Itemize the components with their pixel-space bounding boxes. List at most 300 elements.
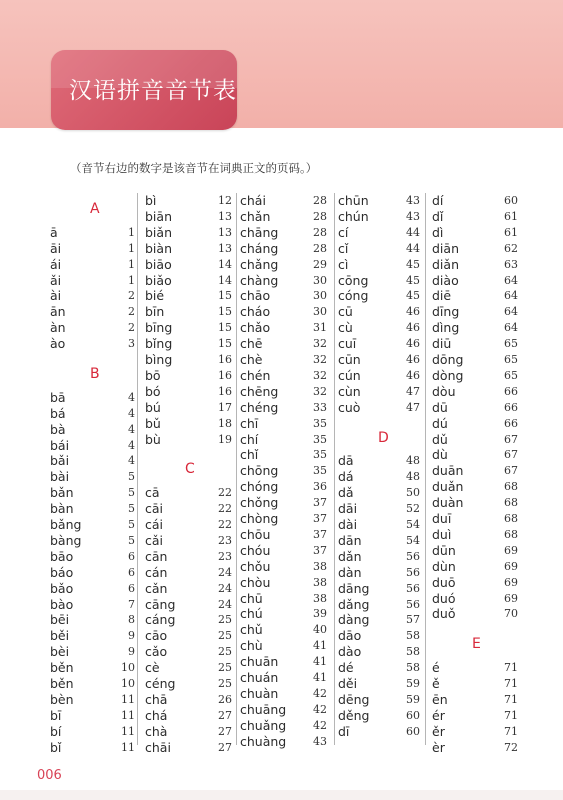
page-ref: 11 <box>121 708 135 722</box>
syllable-row <box>432 591 518 607</box>
page-ref: 6 <box>128 565 135 579</box>
syllable-row <box>338 676 420 692</box>
page-ref: 30 <box>313 305 327 319</box>
page-ref: 10 <box>121 661 135 675</box>
page-ref: 22 <box>218 518 232 531</box>
syllable-row <box>50 390 135 406</box>
syllable-row <box>240 622 327 638</box>
syllable-row <box>240 479 327 495</box>
syllable: běn <box>50 660 74 676</box>
page-ref: 35 <box>313 432 327 446</box>
syllable: biāo <box>145 256 172 272</box>
syllable-column <box>338 193 420 745</box>
syllable: ài <box>50 288 62 304</box>
syllable: bǔ <box>145 415 161 431</box>
syllable-row <box>432 527 518 543</box>
syllable: cān <box>145 548 168 564</box>
page-ref: 68 <box>504 496 518 510</box>
page-ref: 71 <box>504 677 518 690</box>
page-ref: 37 <box>313 527 327 541</box>
page-ref: 70 <box>504 607 518 621</box>
syllable-row <box>432 209 518 225</box>
section-letter: E <box>472 636 481 653</box>
page-ref: 12 <box>218 194 232 207</box>
syllable-row <box>50 336 135 352</box>
syllable-row <box>338 209 420 225</box>
syllable: bà <box>50 421 66 437</box>
syllable-row <box>50 225 135 241</box>
syllable: dùn <box>432 558 456 574</box>
page-ref: 4 <box>128 422 135 436</box>
syllable: cǎi <box>145 532 164 548</box>
syllable: dūn <box>432 542 456 558</box>
page-ref: 28 <box>313 209 327 223</box>
syllable: dǐ <box>432 208 444 224</box>
page-ref: 57 <box>406 613 420 627</box>
page-ref: 69 <box>504 575 518 589</box>
page-ref: 66 <box>504 400 518 414</box>
page-ref: 13 <box>218 241 232 255</box>
page-ref: 11 <box>121 692 135 706</box>
syllable-row <box>338 320 420 336</box>
page-ref: 69 <box>504 591 518 605</box>
syllable: diān <box>432 240 459 256</box>
page-ref: 64 <box>504 273 518 287</box>
syllable-row <box>145 565 232 581</box>
syllable-row <box>145 432 232 448</box>
syllable: duān <box>432 463 464 479</box>
page-ref: 65 <box>504 337 518 351</box>
syllable: chǔ <box>240 622 263 638</box>
syllable: chǎo <box>240 320 271 336</box>
syllable: cháo <box>240 304 271 320</box>
syllable-row <box>50 692 135 708</box>
syllable: bǐng <box>145 336 173 352</box>
page-ref: 9 <box>128 645 135 659</box>
syllable-row <box>50 644 135 660</box>
syllable-row <box>240 606 327 622</box>
syllable: duǒ <box>432 606 456 622</box>
syllable: dú <box>432 415 448 431</box>
syllable-row <box>432 225 518 241</box>
syllable: ān <box>50 304 66 320</box>
syllable-row <box>145 581 232 597</box>
page-ref: 11 <box>121 724 135 738</box>
page-ref: 35 <box>313 464 327 478</box>
syllable: chóng <box>240 479 279 495</box>
syllable: ā <box>50 224 58 240</box>
syllable: dīng <box>432 304 460 320</box>
syllable-row <box>240 432 327 448</box>
syllable-row <box>338 612 420 628</box>
syllable: cán <box>145 564 168 580</box>
syllable-row <box>432 416 518 432</box>
page-note: （音节右边的数字是该音节在词典正文的页码。） <box>70 161 318 175</box>
syllable: bù <box>145 431 161 447</box>
syllable: chòng <box>240 511 279 526</box>
page-ref: 62 <box>504 241 518 255</box>
syllable: bī <box>50 707 62 723</box>
syllable-row <box>432 479 518 495</box>
syllable: āi <box>50 240 62 256</box>
syllable-row <box>338 304 420 320</box>
syllable-row <box>240 273 327 289</box>
syllable-row <box>338 517 420 533</box>
page-ref: 59 <box>406 692 420 706</box>
page-ref: 16 <box>218 353 232 366</box>
syllable-row <box>432 543 518 559</box>
syllable-row <box>338 501 420 517</box>
page-ref: 38 <box>313 591 327 605</box>
page-ref: 68 <box>504 480 518 494</box>
syllable-row <box>338 565 420 581</box>
page-ref: 67 <box>504 448 518 462</box>
page-ref: 43 <box>406 209 420 223</box>
page-ref: 43 <box>313 734 327 748</box>
page-ref: 37 <box>313 496 327 510</box>
syllable: chǎn <box>240 208 271 224</box>
syllable-row <box>50 257 135 273</box>
syllable: dì <box>432 224 444 240</box>
page-ref: 67 <box>504 464 518 478</box>
syllable-row <box>145 384 232 400</box>
page-ref: 6 <box>128 549 135 563</box>
syllable: dào <box>338 644 362 660</box>
page-ref: 5 <box>128 502 135 516</box>
syllable-row <box>145 288 232 304</box>
page-ref: 54 <box>406 518 420 531</box>
page-ref: 68 <box>504 512 518 525</box>
page-ref: 4 <box>128 454 135 468</box>
page-ref: 60 <box>504 194 518 207</box>
section-letter: A <box>90 201 100 217</box>
syllable: bì <box>145 193 157 208</box>
syllable: chāo <box>240 288 271 304</box>
page-ref: 24 <box>218 597 232 611</box>
page-ref: 71 <box>504 708 518 722</box>
page-number: 006 <box>37 768 62 783</box>
syllable: ě <box>432 676 440 691</box>
syllable: bié <box>145 288 165 304</box>
syllable-row <box>145 501 232 517</box>
page-ref: 29 <box>313 257 327 271</box>
page-ref: 42 <box>313 702 327 716</box>
page-ref: 16 <box>218 384 232 398</box>
syllable: céng <box>145 676 176 691</box>
syllable-row <box>50 581 135 597</box>
page-ref: 13 <box>218 225 232 239</box>
syllable: bēi <box>50 612 70 628</box>
page-ref: 71 <box>504 724 518 738</box>
syllable-row <box>50 565 135 581</box>
syllable: dēng <box>338 691 370 707</box>
syllable: dān <box>338 532 362 548</box>
page-ref: 43 <box>406 194 420 207</box>
footer-band <box>0 790 563 800</box>
syllable-column <box>240 193 327 749</box>
syllable: bú <box>145 399 161 415</box>
syllable-row <box>240 575 327 591</box>
syllable: diǎn <box>432 256 459 272</box>
page-ref: 37 <box>313 512 327 525</box>
page-ref: 38 <box>313 575 327 589</box>
page-ref: 60 <box>406 708 420 722</box>
page-ref: 41 <box>313 655 327 669</box>
page-ref: 60 <box>406 724 420 738</box>
syllable: dé <box>338 660 354 676</box>
syllable: dā <box>338 453 354 469</box>
syllable-row <box>338 692 420 708</box>
syllable-row <box>338 384 420 400</box>
page-ref: 64 <box>504 305 518 319</box>
syllable: àn <box>50 320 66 336</box>
page-ref: 45 <box>406 257 420 271</box>
syllable: dù <box>432 447 448 463</box>
page-ref: 14 <box>218 273 232 287</box>
syllable-row <box>145 740 232 756</box>
syllable: chī <box>240 415 259 431</box>
syllable: chú <box>240 606 263 622</box>
syllable: ér <box>432 707 445 723</box>
page-ref: 63 <box>504 257 518 271</box>
syllable-row <box>50 708 135 724</box>
syllable: bǎo <box>50 580 74 596</box>
syllable: cù <box>338 320 353 336</box>
syllable-row <box>50 288 135 304</box>
syllable: ái <box>50 256 62 272</box>
syllable: cāng <box>145 596 176 612</box>
page-ref: 5 <box>128 470 135 484</box>
page-ref: 28 <box>313 241 327 255</box>
syllable: duǎn <box>432 479 464 495</box>
syllable-row <box>145 368 232 384</box>
syllable: é <box>432 660 440 676</box>
syllable: chuàng <box>240 733 287 749</box>
syllable: dàn <box>338 564 362 580</box>
syllable: cùn <box>338 383 361 399</box>
syllable: chuán <box>240 670 279 685</box>
page-ref: 32 <box>313 384 327 398</box>
page-ref: 25 <box>218 677 232 690</box>
syllable-row <box>240 336 327 352</box>
syllable-row <box>145 304 232 320</box>
column-divider <box>236 193 237 745</box>
syllable: biàn <box>145 240 172 256</box>
syllable: bào <box>50 596 74 612</box>
syllable-row <box>50 517 135 533</box>
syllable: cǎo <box>145 644 168 660</box>
page-ref: 25 <box>218 645 232 659</box>
syllable-row <box>145 517 232 533</box>
page-ref: 5 <box>128 518 135 531</box>
syllable-row <box>338 368 420 384</box>
page-ref: 46 <box>406 368 420 382</box>
page-ref: 71 <box>504 661 518 675</box>
page-ref: 38 <box>313 559 327 573</box>
syllable: cún <box>338 367 361 383</box>
syllable-row <box>50 612 135 628</box>
page-ref: 69 <box>504 559 518 573</box>
syllable-row <box>50 628 135 644</box>
syllable: bàn <box>50 501 74 517</box>
syllable-row <box>432 352 518 368</box>
syllable-row <box>338 225 420 241</box>
syllable: dài <box>338 517 358 532</box>
syllable-row <box>50 241 135 257</box>
syllable: chǒng <box>240 495 279 511</box>
page-ref: 46 <box>406 321 420 335</box>
page-ref: 66 <box>504 384 518 398</box>
syllable: děng <box>338 707 370 723</box>
page-ref: 24 <box>218 565 232 579</box>
syllable-row <box>145 193 232 209</box>
syllable-row <box>338 581 420 597</box>
syllable-row <box>432 336 518 352</box>
page-ref: 71 <box>504 692 518 706</box>
syllable: bàng <box>50 532 82 548</box>
syllable: běn <box>50 676 74 691</box>
page-ref: 41 <box>313 671 327 684</box>
syllable: cái <box>145 517 164 532</box>
syllable: chí <box>240 431 259 447</box>
syllable-row <box>50 273 135 289</box>
syllable: chū <box>240 590 263 606</box>
page-ref: 64 <box>504 321 518 335</box>
syllable: chè <box>240 352 263 367</box>
syllable: bǎn <box>50 485 74 501</box>
syllable-row <box>145 676 232 692</box>
syllable: duī <box>432 511 452 526</box>
syllable: bīng <box>145 320 173 336</box>
syllable: bài <box>50 469 70 485</box>
syllable-row <box>432 432 518 448</box>
syllable-row <box>240 718 327 734</box>
page-title: 汉语拼音音节表 <box>69 78 237 104</box>
syllable-row <box>240 511 327 527</box>
syllable-row <box>50 406 135 422</box>
page-ref: 32 <box>313 368 327 382</box>
page-ref: 47 <box>406 384 420 398</box>
syllable-row <box>145 724 232 740</box>
page-ref: 23 <box>218 549 232 563</box>
page-ref: 1 <box>128 257 135 271</box>
syllable: bái <box>50 437 70 453</box>
syllable-row <box>240 352 327 368</box>
syllable-row <box>338 597 420 613</box>
page-ref: 44 <box>406 225 420 239</box>
syllable: dāo <box>338 628 362 644</box>
page-ref: 32 <box>313 337 327 351</box>
syllable: dōng <box>432 352 464 367</box>
syllable: dū <box>432 399 448 415</box>
syllable-row <box>145 336 232 352</box>
syllable-row <box>50 676 135 692</box>
syllable-row <box>240 591 327 607</box>
syllable-row <box>240 225 327 241</box>
syllable: chún <box>338 208 369 224</box>
page-ref: 5 <box>128 486 135 500</box>
syllable-row <box>240 686 327 702</box>
syllable-row <box>50 438 135 454</box>
syllable: cuī <box>338 336 357 352</box>
page-ref: 15 <box>218 289 232 303</box>
page-ref: 36 <box>313 480 327 494</box>
syllable-row <box>338 644 420 660</box>
page-ref: 45 <box>406 289 420 303</box>
page-ref: 47 <box>406 400 420 414</box>
page-ref: 58 <box>406 645 420 659</box>
syllable: cuò <box>338 399 361 415</box>
syllable: bǐ <box>50 739 62 755</box>
syllable-row <box>338 533 420 549</box>
page-ref: 14 <box>218 257 232 271</box>
syllable-row <box>432 495 518 511</box>
syllable-column <box>432 193 518 755</box>
syllable-column <box>145 193 232 755</box>
syllable-column <box>50 193 135 755</box>
page-ref: 31 <box>313 321 327 335</box>
page-ref: 6 <box>128 581 135 595</box>
page-ref: 56 <box>406 565 420 579</box>
page-ref: 2 <box>128 289 135 303</box>
page-ref: 68 <box>504 527 518 541</box>
page-ref: 4 <box>128 390 135 404</box>
syllable: chà <box>145 723 168 739</box>
syllable-row <box>145 597 232 613</box>
syllable: cáng <box>145 612 176 628</box>
syllable-row <box>240 670 327 686</box>
syllable-row <box>432 463 518 479</box>
page-ref: 1 <box>128 273 135 287</box>
syllable-row <box>338 485 420 501</box>
syllable-row <box>240 241 327 257</box>
syllable-row <box>240 495 327 511</box>
syllable-row <box>338 288 420 304</box>
syllable: chē <box>240 336 263 352</box>
syllable: chái <box>240 193 266 208</box>
page-ref: 42 <box>313 686 327 700</box>
syllable: dǔ <box>432 431 448 447</box>
page-ref: 37 <box>313 543 327 557</box>
syllable: chāi <box>145 739 171 755</box>
syllable: ǎi <box>50 272 62 288</box>
syllable-row <box>338 241 420 257</box>
syllable-row <box>432 384 518 400</box>
syllable-row <box>240 638 327 654</box>
syllable-row <box>240 304 327 320</box>
page-ref: 67 <box>504 432 518 446</box>
page-ref: 3 <box>128 337 135 351</box>
syllable: cóng <box>338 288 369 304</box>
page-ref: 72 <box>504 740 518 754</box>
syllable-row <box>145 549 232 565</box>
syllable-row <box>145 485 232 501</box>
syllable-row <box>145 352 232 368</box>
page-ref: 27 <box>218 740 232 754</box>
syllable-row <box>240 288 327 304</box>
page-ref: 65 <box>504 368 518 382</box>
syllable-row <box>432 400 518 416</box>
title-banner <box>51 50 237 130</box>
syllable-row <box>240 463 327 479</box>
syllable-row <box>145 644 232 660</box>
syllable: duàn <box>432 495 464 511</box>
syllable: chóu <box>240 542 271 558</box>
syllable-row <box>432 447 518 463</box>
syllable-row <box>240 543 327 559</box>
syllable: bō <box>145 367 161 383</box>
page-ref: 69 <box>504 543 518 557</box>
